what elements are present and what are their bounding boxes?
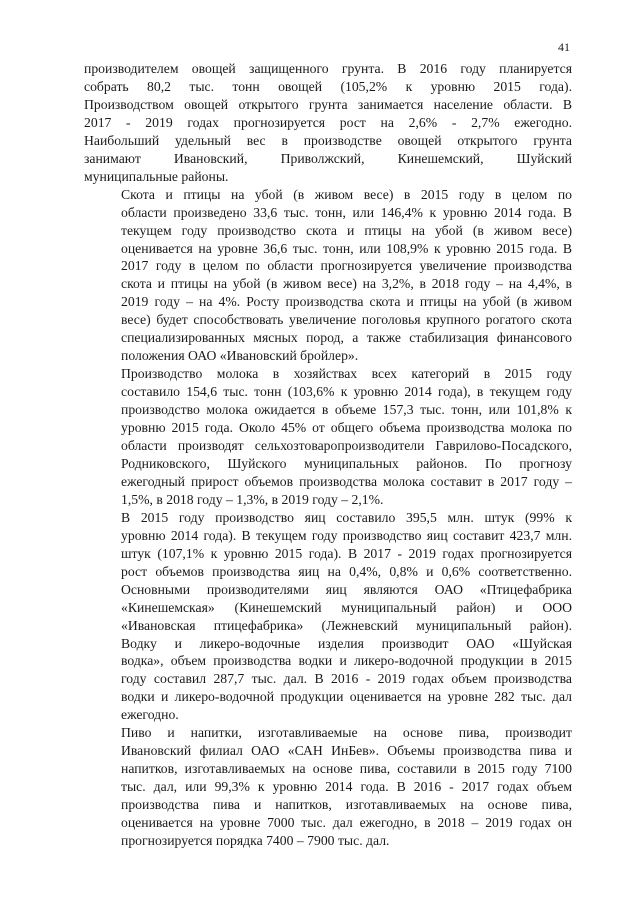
text-line: напитков, изготавливаемых на основе пива, составили в 2015 году 7100 [121,761,572,777]
text-line: Скота и птицы на убой (в живом весе) в 2015 году в целом по [121,186,572,202]
text-line: собрать 80,2 тыс. тонн овощей (105,2% к уровню 2015 года). [84,78,572,94]
text-line: Родниковского, Шуйского муниципальных районов. По прогнозу [121,455,572,471]
text-line: текущем году производство скота и птицы на убой (в живом весе) [121,222,572,238]
text-line: области производят сельхозтоваропроизводители Гаврилово-Посадского, [121,438,572,454]
text-line: ежегодный прирост объемов производства молока составит в 2017 году – [121,473,572,489]
text-line: оценивается на уровне 36,6 тыс. тонн, или 108,9% к уровню 2015 года. В [121,240,572,256]
paragraph [84,724,572,850]
text-line: положения ОАО «Ивановский бройлер». [121,348,359,364]
text-line: штук (107,1% к уровню 2015 года). В 2017 - 2019 годах прогнозируется [121,545,572,561]
text-line: Производством овощей открытого грунта занимается население области. В [84,96,572,112]
text-line: Производство молока в хозяйствах всех категорий в 2015 году [121,366,572,382]
text-line: прогнозируется порядка 7400 – 7900 тыс. дал. [121,832,390,848]
text-line: Водку и ликеро-водочные изделия производит ОАО «Шуйская [121,635,572,651]
paragraph [84,365,572,509]
text-line: оценивается на уровне 7000 тыс. дал ежегодно, в 2018 – 2019 годах он [121,815,572,831]
text-line: В 2015 году производство яиц составило 395,5 млн. штук (99% к [121,509,572,525]
text-line: производство молока ожидается в объеме 157,3 тыс. тонн, или 101,8% к [121,402,572,418]
text-line: муниципальные районы. [84,168,229,184]
text-line: водки и ликеро-водочной продукции оценивается на уровне 282 тыс. дал [121,689,572,705]
text-line: производства пива и напитков, изготавливаемых на основе пива, [121,797,572,813]
text-line: году составил 287,7 тыс. дал. В 2016 - 2019 годах объем производства [121,671,572,687]
text-line: производителем овощей защищенного грунта. В 2016 году планируется [84,61,572,76]
text-line: тыс. дал, или 99,3% к уровню 2014 года. В 2016 - 2017 годах объем [121,779,572,795]
text-line: скота и птицы на убой (в живом весе) на 3,2%, в 2018 году – на 4,4%, в [121,276,572,292]
text-line: Ивановский филиал ОАО «САН ИнБев». Объемы производства пива и [121,743,572,759]
text-line: Наибольший удельный вес в производстве овощей открытого грунта [84,132,572,148]
text-line: занимают Ивановский, Приволжский, Кинешемский, Шуйский [84,150,572,166]
text-line: 2017 - 2019 годах прогнозируется рост на 2,6% - 2,7% ежегодно. [84,114,572,130]
text-line: рост объемов производства яиц на 0,4%, 0,8% и 0,6% соответственно. [121,563,572,579]
text-line: уровню 2015 года. Около 45% от общего объема производства молока по [121,420,572,436]
text-line: специализированных мясных пород, а также стабилизация финансового [121,330,572,346]
paragraph [84,60,572,186]
text-line: 2019 году – на 4%. Росту производства скота и птицы на убой (в живом [121,294,572,310]
paragraph [84,186,572,366]
paragraph [84,509,572,635]
text-line: 1,5%, в 2018 году – 1,3%, в 2019 году – 2,1%. [121,491,384,507]
text-line: «Кинешемская» (Кинешемский муниципальный район) и ООО [121,599,572,615]
text-line: ежегодно. [121,707,179,723]
text-line: Пиво и напитки, изготавливаемые на основе пива, производит [121,725,572,741]
page-number: 41 [558,40,570,54]
text-line: Основными производителями яиц являются ОАО «Птицефабрика [121,581,572,597]
paragraph [84,635,572,725]
text-line: весе) будет способствовать увеличение поголовья крупного рогатого скота [121,312,572,328]
text-line: водка», объем производства водки и ликеро-водочной продукции в 2015 [121,653,572,669]
text-line: 2017 году в целом по области прогнозируется увеличение производства [121,258,572,274]
text-line: составило 154,6 тыс. тонн (103,6% к уровню 2014 года), в текущем году [121,384,572,400]
body-text [84,60,572,850]
text-line: уровню 2014 года). В текущем году производство яиц составит 423,7 млн. [121,527,572,543]
text-line: «Ивановская птицефабрика» (Лежневский муниципальный район). [121,617,572,633]
text-line: области произведено 33,6 тыс. тонн, или 146,4% к уровню 2014 года. В [121,204,572,220]
